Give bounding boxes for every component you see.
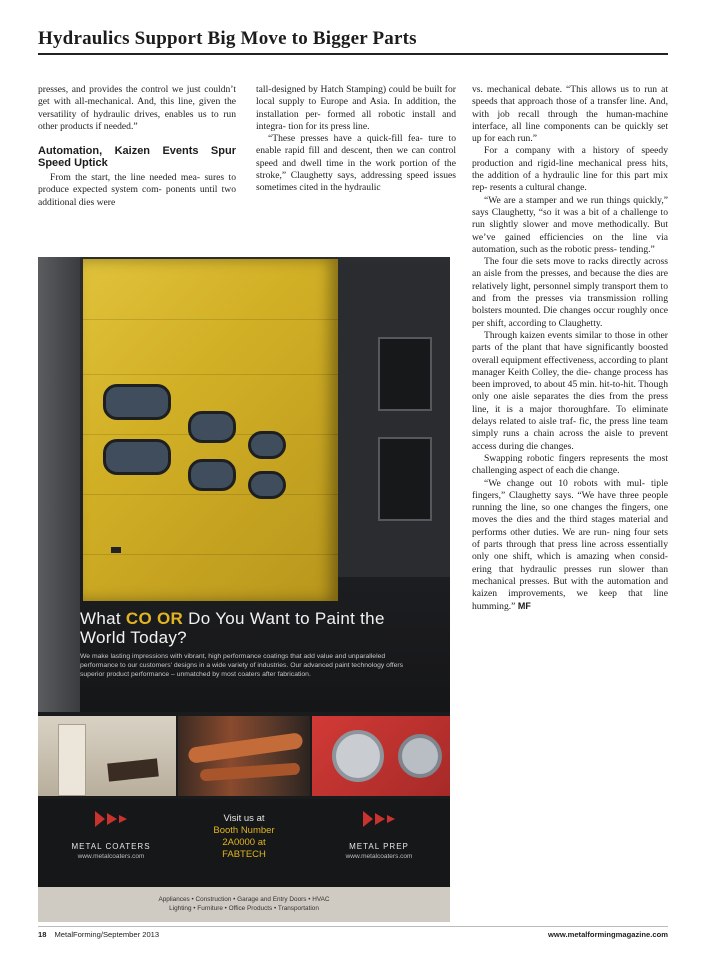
paragraph: vs. mechanical debate. “This allows us to run at speeds that approach those of a transfer line. And, with job recall through the human-machine interface, all line components can be quickly set up for each run.” (472, 84, 668, 145)
building-window (378, 437, 432, 521)
headline-part: Do You Want to Paint the World Today? (80, 609, 385, 647)
section-heading: Automation, Kaizen Events Spur Speed Uptick (38, 145, 236, 170)
visit-line: Visit us at (223, 813, 265, 824)
building-facade (338, 277, 450, 577)
wall-panel (38, 257, 80, 712)
paragraph: For a company with a history of speedy production and rigid-line mechanical press hits, the addition of a hydraulic line for this part mix rep- resents a cultural change. (472, 145, 668, 194)
paragraph: presses, and provides the control we just couldn’t get with all-mechanical. And, this line, given the versatility of hydraulic drives, enables us to run other products if needed.” (38, 84, 236, 132)
article-column-2 (256, 84, 456, 248)
ad-photo-pipes (178, 716, 310, 796)
visit-line: Booth Number (213, 825, 275, 836)
paragraph: From the start, the line needed mea- sures to produce expected system com- ponents until two additional dies were (38, 172, 236, 208)
door-seam (83, 374, 338, 375)
door-seam (83, 319, 338, 320)
headline-part: What (80, 609, 126, 628)
paragraph: “We are a stamper and we run things quickly,” says Claughetty, “so it was a bit of a challenge to run slightly slower and move methodically. But we’ve gained efficiencies on the line via automation, such as the robotic press- tending.” (472, 194, 668, 255)
paragraph: “These presses have a quick-fill fea- ture to enable rapid fill and descent, then we can control speed and dwell time in the work portion of the stroke,” Claughetty says, addressing speed issues sometimes cited in the hydraulic (256, 133, 456, 194)
industries-line: Lighting • Furniture • Office Products • Transportation (169, 905, 319, 912)
logo-name: METAL PREP (349, 842, 409, 851)
article-title: Hydraulics Support Big Move to Bigger Parts (38, 28, 668, 55)
page-number: 18 (38, 930, 47, 939)
advertisement[interactable] (38, 257, 450, 922)
paragraph: Swapping robotic fingers represents the most challenging aspect of each die change. (472, 452, 668, 477)
ad-logo-band (38, 799, 450, 887)
door-window (188, 411, 236, 443)
paragraph: The four die sets move to racks directly across an aisle from the presses, and because the dies are relatively light, personnel simply transport them to and from the presses via transmission rolling bolsters mounted. Die changes occur roughly once per shift, according to Claughetty. (472, 256, 668, 329)
quote-text: “We change out 10 robots with mul- tiple fingers,” Claughetty says. “We have three people running the line, so one changes the fingers, one moves the dies and the third stages material and performs other duties. We are run- ning four sets of parts through that press line across essentially only one shift, which is amazing when consid- ering that hydraulic presses run slower than mechanical presses. But with the automation and kaizen improvements, we keep that line humming.” (472, 477, 668, 613)
door-window (188, 459, 236, 491)
article-column-3 (472, 84, 668, 904)
paragraph: tall-designed by Hatch Stamping) could be built for local supply to Europe and Asia. In addition, the installation per- formed all robotic install and integra- tion for its press line. (256, 84, 456, 132)
footer-left (38, 930, 159, 939)
industries-line: Appliances • Construction • Garage and Entry Doors • HVAC (158, 896, 330, 903)
publication-name: MetalForming/September 2013 (54, 930, 160, 939)
metal-coaters-logo[interactable] (46, 807, 176, 860)
visit-line: 2A0000 at (222, 837, 266, 848)
yellow-garage-door (83, 259, 338, 601)
door-handle (111, 547, 121, 553)
door-window (103, 439, 171, 475)
door-seam (83, 554, 338, 555)
logo-name: METAL COATERS (71, 842, 151, 851)
door-window (248, 431, 286, 459)
booth-info (178, 813, 310, 861)
paragraph: Through kaizen events similar to those in other parts of the plant that have significantly boosted overall equipment effectiveness, according to plant manager Keith Colley, the die- change process has been improved, to about 45 min. hit-to-hit. Though only one aisle separates the dies from the press line, it is a major thoroughfare. To eliminate delays related to aisle traf- fic, the press line team simply runs a chain across the aisle to prevent access during die changes. (472, 329, 668, 452)
metal-prep-logo[interactable] (314, 807, 444, 860)
magazine-url[interactable]: www.metalformingmagazine.com (548, 930, 668, 939)
building-window (378, 337, 432, 411)
headline-accent: CO OR (125, 609, 184, 628)
ad-photo-window-frame (38, 716, 176, 796)
visit-line: FABTECH (222, 849, 266, 860)
logo-url[interactable]: www.metalcoaters.com (345, 853, 413, 860)
metal-prep-icon (359, 807, 399, 831)
ad-copy (80, 609, 420, 679)
metal-coaters-icon (91, 807, 131, 831)
door-window (248, 471, 286, 499)
page-footer (38, 926, 668, 944)
door-seam (83, 494, 338, 495)
door-window (103, 384, 171, 420)
ad-headline (80, 609, 420, 647)
ad-photo-red-part (312, 716, 450, 796)
ad-industries-bar (38, 887, 450, 922)
logo-url[interactable]: www.metalcoaters.com (77, 853, 145, 860)
paragraph (472, 478, 668, 614)
end-mark-icon: MF (517, 601, 531, 612)
article-column-1 (38, 84, 236, 248)
ad-body-text: We make lasting impressions with vibrant, high performance coatings that add value and unparalleled performance to our customers' designs in a wide variety of industries. Our advanced paint technology offers superior product performance – unmatched by most coaters after fabrication. (80, 653, 404, 678)
